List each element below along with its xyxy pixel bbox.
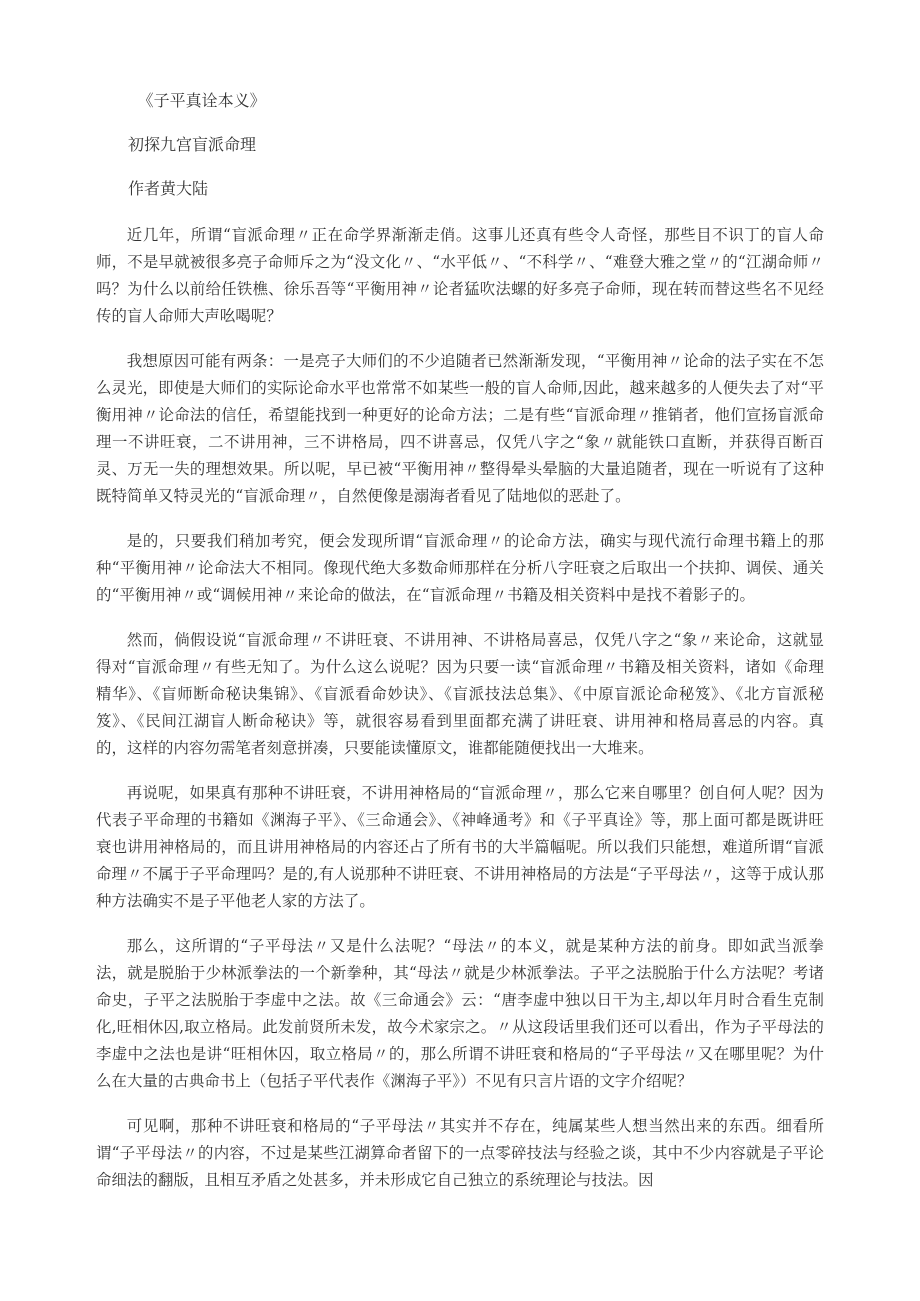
paragraph: 是的，只要我们稍加考究，便会发现所谓“盲派命理〃的论命方法，确实与现代流行命理书籍上的那种“平衡用神〃论命法大不相同。像现代绝大多数命师那样在分析八字旺衰之后取出一个扶抑、调侯、通关的“平衡用神〃或“调候用神〃来论命的做法，在“盲派命理〃书籍及相关资料中是找不着影子的。 xyxy=(96,532,824,604)
paragraph: 近几年，所谓“盲派命理〃正在命学界渐渐走俏。这事儿还真有些令人奇怪，那些目不识丁的盲人命师，不是早就被很多亮子命师斥之为“没文化〃、“水平低〃、“不科学〃、“难登大雅之堂〃的“江湖命师〃吗？为什么以前给任铁樵、徐乐吾等“平衡用神〃论者猛吹法螺的好多亮子命师，现在转而替这些名不见经传的盲人命师大声吆喝呢？ xyxy=(96,226,824,325)
paragraph: 再说呢，如果真有那种不讲旺衰，不讲用神格局的“盲派命理〃，那么它来自哪里？创自何人呢？因为代表子平命理的书籍如《渊海子平》、《三命通会》、《神峰通考》和《子平真诠》等，那上面可都是既讲旺衰也讲用神格局的，而且讲用神格局的内容还占了所有书的大半篇幅呢。所以我们只能想，难道所谓“盲派命理〃不属于子平命理吗？是的,有人说那种不讲旺衰、不讲用神格局的方法是“子平母法〃，这等于成认那种方法确实不是子平他老人家的方法了。 xyxy=(96,784,824,910)
document-title: 《子平真诠本义》 xyxy=(137,91,266,110)
document-author: 作者黄大陆 xyxy=(128,179,209,198)
document-subtitle: 初探九宫盲派命理 xyxy=(128,135,257,154)
paragraph: 可见啊，那种不讲旺衰和格局的“子平母法〃其实并不存在，纯属某些人想当然出来的东西。细看所谓“子平母法〃的内容，不过是某些江湖算命者留下的一点零碎技法与经验之谈，其中不少内容就是子平论命细法的翻版，且相互矛盾之处甚多，并未形成它自己独立的系统理论与技法。因 xyxy=(96,1117,824,1189)
paragraph: 然而，倘假设说“盲派命理〃不讲旺衰、不讲用神、不讲格局喜忌，仅凭八字之“象〃来论命，这就显得对“盲派命理〃有些无知了。为什么这么说呢？因为只要一读“盲派命理〃书籍及相关资料，诸如《命理精华》、《盲师断命秘诀集锦》、《盲派看命妙诀》、《盲派技法总集》、《中原盲派论命秘笈》、《北方盲派秘笈》、《民间江湖盲人断命秘诀》等，就很容易看到里面都充满了讲旺衰、讲用神和格局喜忌的内容。真的，这样的内容勿需笔者刻意拼凑，只要能读懂原文，谁都能随便找出一大堆来。 xyxy=(96,631,824,757)
paragraph: 那么，这所谓的“子平母法〃又是什么法呢？“母法〃的本义，就是某种方法的前身。即如武当派拳法，就是脱胎于少林派拳法的一个新拳种，其“母法〃就是少林派拳法。子平之法脱胎于什么方法呢？考诸命史，子平之法脱胎于李虚中之法。故《三命通会》云：“唐李虚中独以日干为主,却以年月时合看生克制化,旺相休囚,取立格局。此发前贤所未发，故今术家宗之。〃从这段话里我们还可以看出，作为子平母法的李虚中之法也是讲“旺相休囚，取立格局〃的，那么所谓不讲旺衰和格局的“子平母法〃又在哪里呢？为什么在大量的古典命书上（包括子平代表作《渊海子平》）不见有只言片语的文字介绍呢？ xyxy=(96,937,824,1090)
paragraph: 我想原因可能有两条：一是亮子大师们的不少追随者已然渐渐发现，“平衡用神〃论命的法子实在不怎么灵光，即使是大师们的实际论命水平也常常不如某些一般的盲人命师,因此，越来越多的人便失去了对“平衡用神〃论命法的信任，希望能找到一种更好的论命方法；二是有些“盲派命理〃推销者，他们宣扬盲派命理一不讲旺衰，二不讲用神，三不讲格局，四不讲喜忌，仅凭八字之“象〃就能铁口直断，并获得百断百灵、万无一失的理想效果。所以呢，早已被“平衡用神〃整得晕头晕脑的大量追随者，现在一听说有了这种既特简单又特灵光的“盲派命理〃，自然便像是溺海者看见了陆地似的恶赴了。 xyxy=(96,352,824,505)
